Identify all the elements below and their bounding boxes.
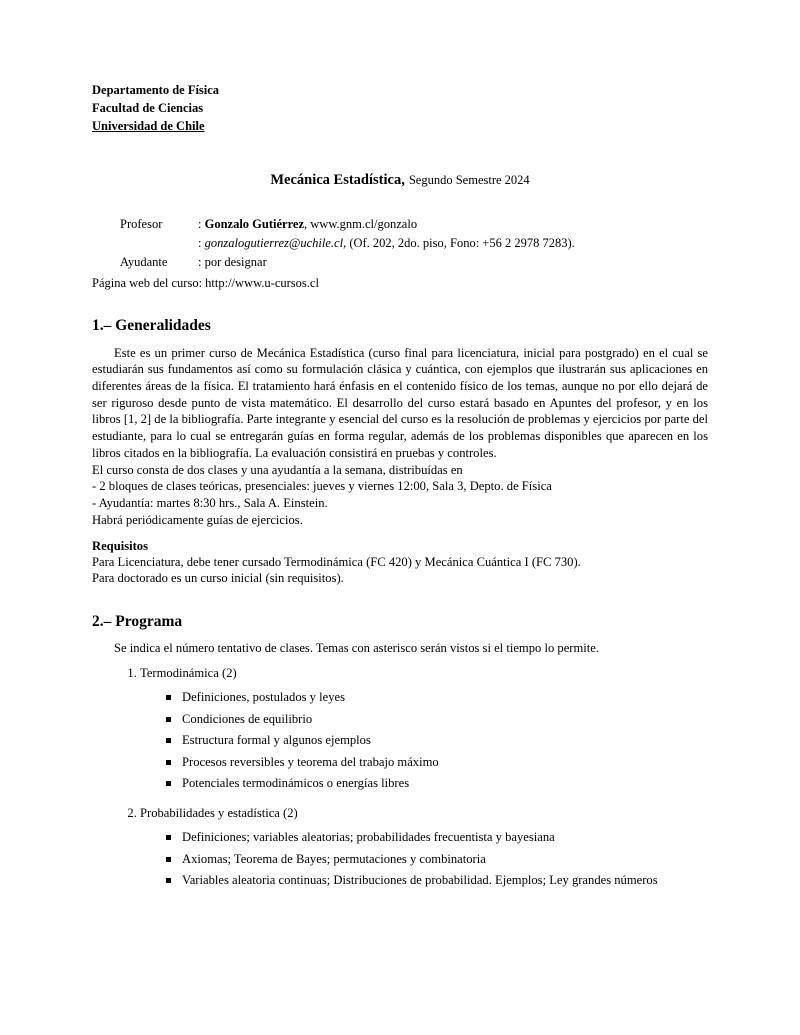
professor-website: , www.gnm.cl/gonzalo (304, 217, 418, 232)
generalidades-schedule (92, 462, 708, 529)
assistant-label: Ayudante (120, 254, 168, 269)
subtopic-list (140, 828, 708, 891)
list-item: Variables aleatoria continuas; Distribuciones de probabilidad. Ejemplos; Ley grandes números (166, 871, 708, 891)
course-website-line: Página web del curso: http://www.u-cursos.cl (92, 275, 319, 290)
department-line: Departamento de Física (92, 83, 220, 97)
list-item: Definiciones, postulados y leyes (166, 688, 708, 708)
assistantship-line: - Ayudantía: martes 8:30 hrs., Sala A. Einstein. (92, 496, 328, 511)
professor-value (198, 215, 417, 234)
faculty-line: Facultad de Ciencias (92, 100, 204, 115)
requisitos-line-1: Para Licenciatura, debe tener cursado Termodinámica (FC 420) y Mecánica Cuántica I (FC 730). (92, 554, 581, 569)
university-line: Universidad de Chile (92, 118, 205, 133)
professor-email-row (120, 234, 708, 253)
course-semester: Segundo Semestre 2024 (408, 173, 530, 188)
theory-blocks-line: - 2 bloques de clases teóricas, presenciales: jueves y viernes 12:00, Sala 3, Depto. de Física (92, 479, 552, 494)
professor-name: Gonzalo Gutiérrez (204, 217, 305, 232)
assistant-value: : por designar (198, 254, 267, 269)
generalidades-paragraph: Este es un primer curso de Mecánica Estadística (curso final para licenciatura, inicial para postgrado) en el cual se estudiarán sus fundamentos así como su formulación clásica y cuántica, con ejemplos que ilustrarán sus aplicaciones en diferentes áreas de la física. El tratamiento hará énfasis en el contenido físico de los temas, aunque no por ello dejará de ser riguroso desde punto de vista matemático. El desarrollo del curso estará basado en Apuntes del profesor, y en los libros [1, 2] de la bibliografía. Parte integrante y esencial del curso es la resolución de problemas y ejercicios por parte del estudiante, para lo cual se entregarán guías en forma regular, además de los problemas disponibles que aparecen en los libros citados en la bibliografía. La evaluación consistirá en pruebas y controles. (92, 345, 708, 460)
list-item: Potenciales termodinámicos o energías libres (166, 774, 708, 794)
list-item: Definiciones; variables aleatorias; probabilidades frecuentista y bayesiana (166, 828, 708, 848)
assistant-row (120, 253, 708, 272)
professor-separator: : (198, 217, 202, 232)
professor-row (120, 215, 708, 234)
institution-header (92, 82, 708, 135)
professor-label: Profesor (120, 217, 163, 232)
list-item: Procesos reversibles y teorema del trabajo máximo (166, 753, 708, 773)
course-structure-line: El curso consta de dos clases y una ayudantía a la semana, distribuídas en (92, 462, 463, 477)
list-item: Estructura formal y algunos ejemplos (166, 731, 708, 751)
section-generalidades-heading: 1.– Generalidades (92, 316, 211, 334)
email-label-spacer (120, 234, 198, 253)
programa-intro: Se indica el número tentativo de clases. Temas con asterisco serán vistos si el tiempo lo permite. (114, 641, 600, 656)
topic-title: Termodinámica (2) (140, 666, 237, 681)
list-item: Condiciones de equilibrio (166, 710, 708, 730)
list-item (140, 804, 708, 891)
professor-email: gonzalogutierrez@uchile.cl (204, 236, 344, 250)
requisitos-line-2: Para doctorado es un curso inicial (sin requisitos). (92, 571, 344, 586)
exercise-guides-line: Habrá periódicamente guías de ejercicios. (92, 512, 303, 527)
course-info (120, 215, 708, 271)
programa-list (92, 664, 708, 891)
subtopic-list (140, 688, 708, 794)
requisitos-heading: Requisitos (92, 538, 148, 553)
course-title: Mecánica Estadística, (270, 172, 405, 189)
section-programa-heading: 2.– Programa (92, 613, 183, 631)
topic-title: Probabilidades y estadística (2) (140, 805, 298, 820)
document-title (92, 171, 708, 189)
list-item: Axiomas; Teorema de Bayes; permutaciones y combinatoria (166, 850, 708, 870)
list-item (140, 664, 708, 794)
email-separator: : (198, 236, 202, 250)
professor-office: , (Of. 202, 2do. piso, Fono: +56 2 2978 7283). (343, 236, 575, 250)
professor-email-value (198, 234, 575, 253)
